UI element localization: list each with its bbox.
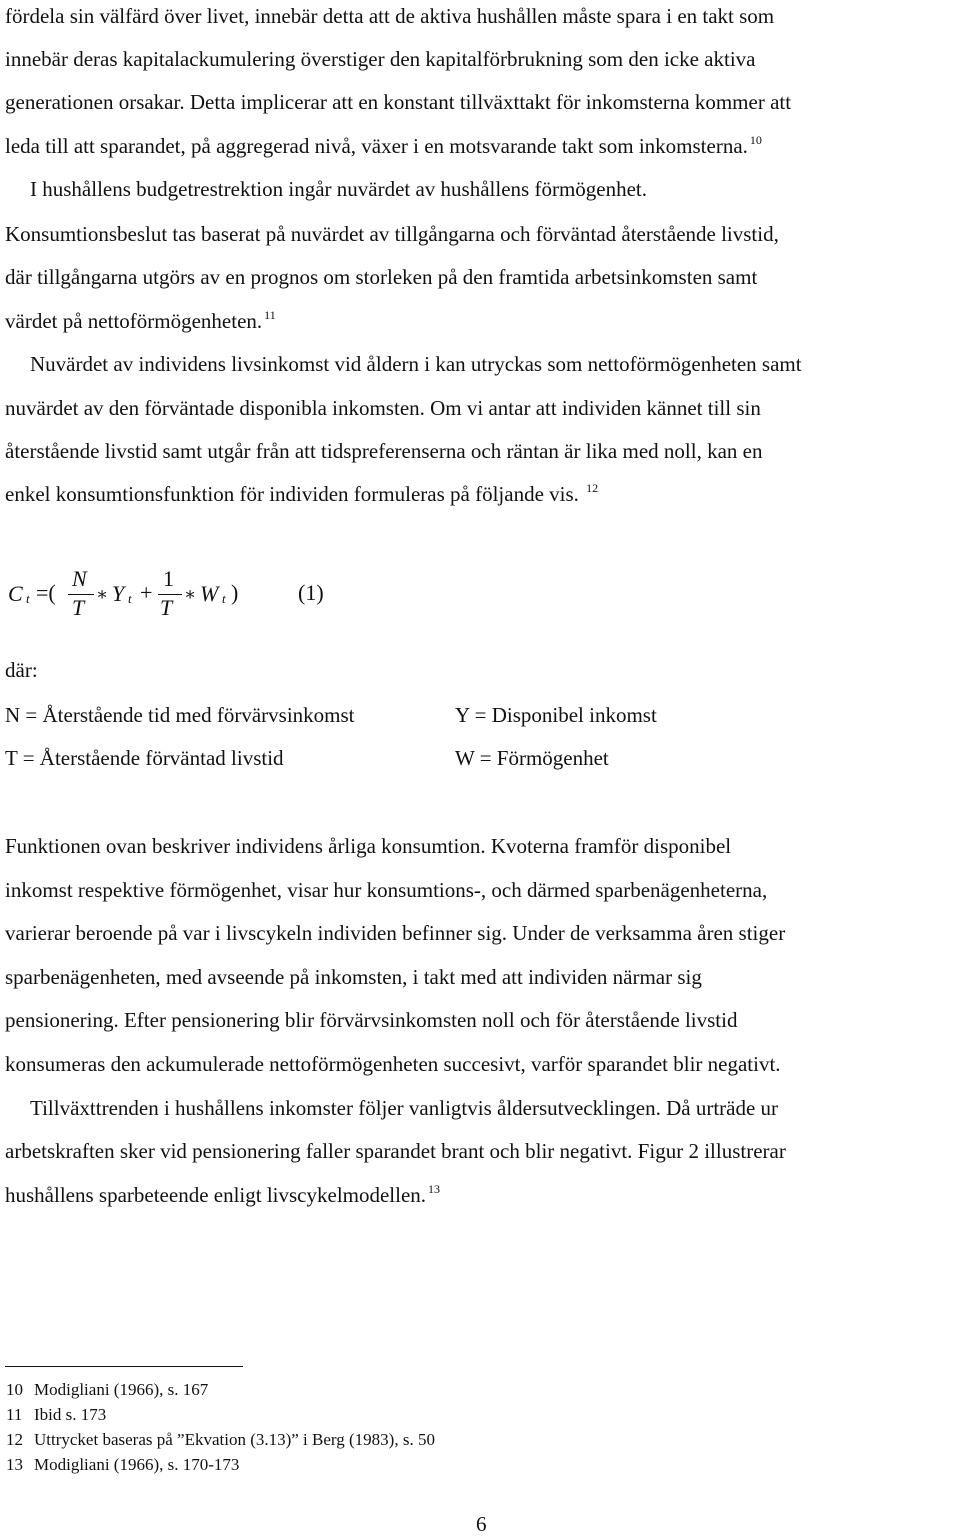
definition-t: T = Återstående förväntad livstid [5, 746, 284, 770]
footnote-ref[interactable]: 12 [586, 481, 599, 495]
body-line: generationen orsakar. Detta implicerar att en konstant tillväxttakt för inkomsterna kommer att [5, 90, 792, 114]
footnote-text: Uttrycket baseras på ”Ekvation (3.13)” i Berg (1983), s. 50 [34, 1430, 435, 1449]
body-line: pensionering. Efter pensionering blir förvärvsinkomsten noll och för återstående livstid [5, 1008, 738, 1032]
body-line: Tillväxttrenden i hushållens inkomster följer vanligtvis åldersutvecklingen. Då urträde ur [30, 1096, 779, 1120]
body-line: fördela sin välfärd över livet, innebär detta att de aktiva hushållen måste spara i en takt som [5, 4, 775, 28]
footnote [6, 1405, 106, 1425]
body-line: varierar beroende på var i livscykeln individen befinner sig. Under de verksamma åren stiger [5, 921, 786, 945]
definition-w: W = Förmögenhet [455, 746, 609, 770]
eq-plus: + [140, 580, 153, 605]
footnote-text: Modigliani (1966), s. 170-173 [34, 1455, 240, 1474]
body-line: I hushållens budgetrestrektion ingår nuvärdet av hushållens förmögenhet. [30, 177, 647, 201]
footnote-number: 12 [6, 1430, 23, 1449]
eq-close: ) [231, 580, 239, 605]
body-line: återstående livstid samt utgår från att tidspreferenserna och räntan är lika med noll, kan en [5, 439, 763, 463]
body-line: nuvärdet av den förväntade disponibla inkomsten. Om vi antar att individen kännet till sin [5, 396, 761, 420]
body-line: arbetskraften sker vid pensionering faller sparandet brant och blir negativt. Figur 2 illustrerar [5, 1139, 786, 1163]
definition-n: N = Återstående tid med förvärvsinkomst [5, 703, 355, 727]
footnote-ref[interactable]: 10 [749, 133, 762, 147]
eq-denominator-t: T [72, 595, 85, 620]
eq-sub-t: t [222, 591, 226, 606]
body-text: hushållens sparbeteende enligt livscykelmodellen. [5, 1183, 427, 1207]
eq-denominator-t: T [160, 595, 173, 620]
body-text: enkel konsumtionsfunktion för individen formuleras på följande vis. [5, 482, 579, 506]
equation-number: (1) [298, 580, 324, 605]
body-line: inkomst respektive förmögenhet, visar hur konsumtions-, och därmed sparbenägenheterna, [5, 878, 768, 902]
eq-star: ∗ [184, 584, 197, 604]
eq-c: C [8, 581, 23, 606]
footnote-number: 11 [6, 1405, 23, 1424]
eq-numerator-one: 1 [163, 566, 174, 591]
body-line: Konsumtionsbeslut tas baserat på nuvärdet av tillgångarna och förväntad återstående livstid, [5, 222, 779, 246]
footnote [6, 1380, 208, 1400]
body-line: där tillgångarna utgörs av en prognos om storleken på den framtida arbetsinkomsten samt [5, 265, 758, 289]
footnote-ref[interactable]: 11 [264, 308, 276, 322]
body-line: innebär deras kapitalackumulering överstiger den kapitalförbrukning som den icke aktiva [5, 47, 756, 71]
footnote-text: Modigliani (1966), s. 167 [34, 1380, 209, 1399]
footnote-ref[interactable]: 13 [428, 1182, 441, 1196]
body-line: konsumeras den ackumulerade nettoförmögenheten succesivt, varför sparandet blir negativt. [5, 1052, 781, 1076]
body-line [5, 134, 762, 158]
body-line: Funktionen ovan beskriver individens årliga konsumtion. Kvoterna framför disponibel [5, 834, 732, 858]
body-line: sparbenägenheten, med avseende på inkomsten, i takt med att individen närmar sig [5, 965, 702, 989]
body-line [5, 309, 276, 333]
eq-sub-t: t [26, 591, 30, 606]
footnote-number: 13 [6, 1455, 23, 1474]
footnote [6, 1430, 435, 1450]
body-text: värdet på nettoförmögenheten. [5, 309, 263, 333]
body-text: leda till att sparandet, på aggregerad nivå, växer i en motsvarande takt som inkomsterna. [5, 134, 748, 158]
footnote-rule [5, 1366, 243, 1367]
eq-numerator-n: N [72, 566, 87, 591]
body-line [5, 482, 598, 506]
eq-w: W [200, 581, 219, 606]
definitions-intro: där: [5, 658, 38, 682]
footnote-text: Ibid s. 173 [34, 1405, 107, 1424]
eq-eq-open: =( [36, 580, 56, 605]
body-line [5, 1183, 440, 1207]
eq-sub-t: t [128, 591, 132, 606]
footnote [6, 1455, 239, 1475]
eq-y: Y [112, 581, 125, 606]
footnote-number: 10 [6, 1380, 23, 1399]
definition-y: Y = Disponibel inkomst [455, 703, 657, 727]
consumption-equation [8, 566, 338, 626]
body-line: Nuvärdet av individens livsinkomst vid åldern i kan utryckas som nettoförmögenheten samt [30, 352, 802, 376]
page-number: 6 [476, 1512, 487, 1536]
eq-star: ∗ [96, 584, 109, 604]
